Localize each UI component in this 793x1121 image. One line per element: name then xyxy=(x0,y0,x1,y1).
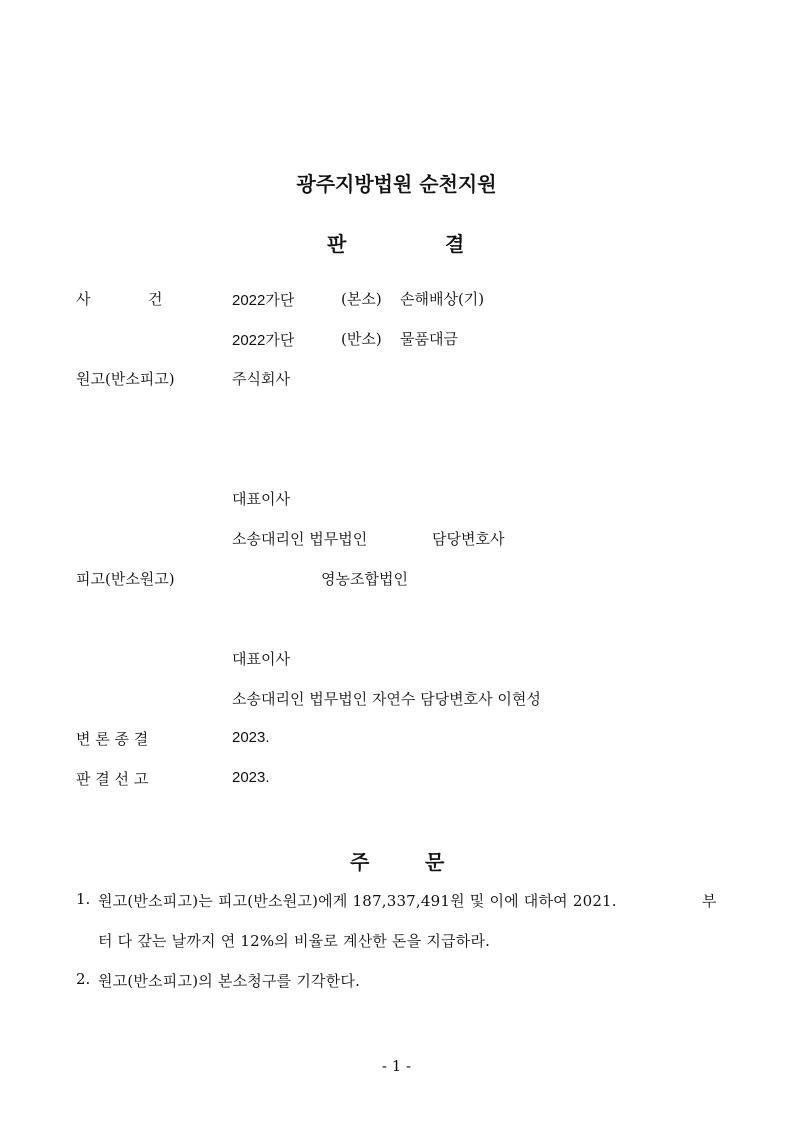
closing-date: 2023. xyxy=(232,729,270,746)
court-name: 광주지방법원 순천지원 xyxy=(296,172,497,196)
order-title-left: 주 xyxy=(350,850,370,874)
case-name-2: 물품대금 xyxy=(400,330,458,348)
defendant-company: 영농조합법인 xyxy=(321,570,408,588)
defendant-counsel: 소송대리인 법무법인 자연수 담당변호사 이현성 xyxy=(232,690,541,708)
plaintiff-counsel-prefix: 소송대리인 법무법인 xyxy=(232,530,368,548)
sentence-label: 판 결 선 고 xyxy=(76,770,149,788)
order-item-1-line-1: 원고(반소피고)는 피고(반소원고)에게 187,337,491원 및 이에 대하여 2021. xyxy=(98,892,617,910)
plaintiff-counsel-suffix: 담당변호사 xyxy=(432,530,505,548)
sentence-date: 2023. xyxy=(232,769,270,786)
document-title-right: 결 xyxy=(445,232,465,256)
order-item-2-marker: 2. xyxy=(76,970,91,988)
order-item-2-text: 원고(반소피고)의 본소청구를 기각한다. xyxy=(98,972,361,990)
order-item-1-line-1-end: 부 xyxy=(702,892,717,910)
closing-label: 변 론 종 결 xyxy=(76,730,149,748)
plaintiff-company: 주식회사 xyxy=(232,370,290,388)
order-item-1-line-2: 터 다 갚는 날까지 연 12%의 비율로 계산한 돈을 지급하라. xyxy=(98,932,491,950)
case-label-left: 사 xyxy=(76,290,91,308)
case-kind-1: (본소) xyxy=(341,290,382,308)
order-item-1-marker: 1. xyxy=(76,890,91,908)
plaintiff-representative: 대표이사 xyxy=(232,490,290,508)
case-number-1: 2022가단 xyxy=(232,292,295,309)
case-label-right: 건 xyxy=(148,290,163,308)
page-number: - 1 - xyxy=(381,1057,412,1075)
case-kind-2: (반소) xyxy=(341,330,382,348)
defendant-label: 피고(반소원고) xyxy=(76,570,175,588)
plaintiff-label: 원고(반소피고) xyxy=(76,370,175,388)
order-title-right: 문 xyxy=(425,850,445,874)
document-title-left: 판 xyxy=(327,232,347,256)
defendant-representative: 대표이사 xyxy=(232,650,290,668)
case-name-1: 손해배상(기) xyxy=(400,290,485,308)
case-number-2: 2022가단 xyxy=(232,332,295,349)
